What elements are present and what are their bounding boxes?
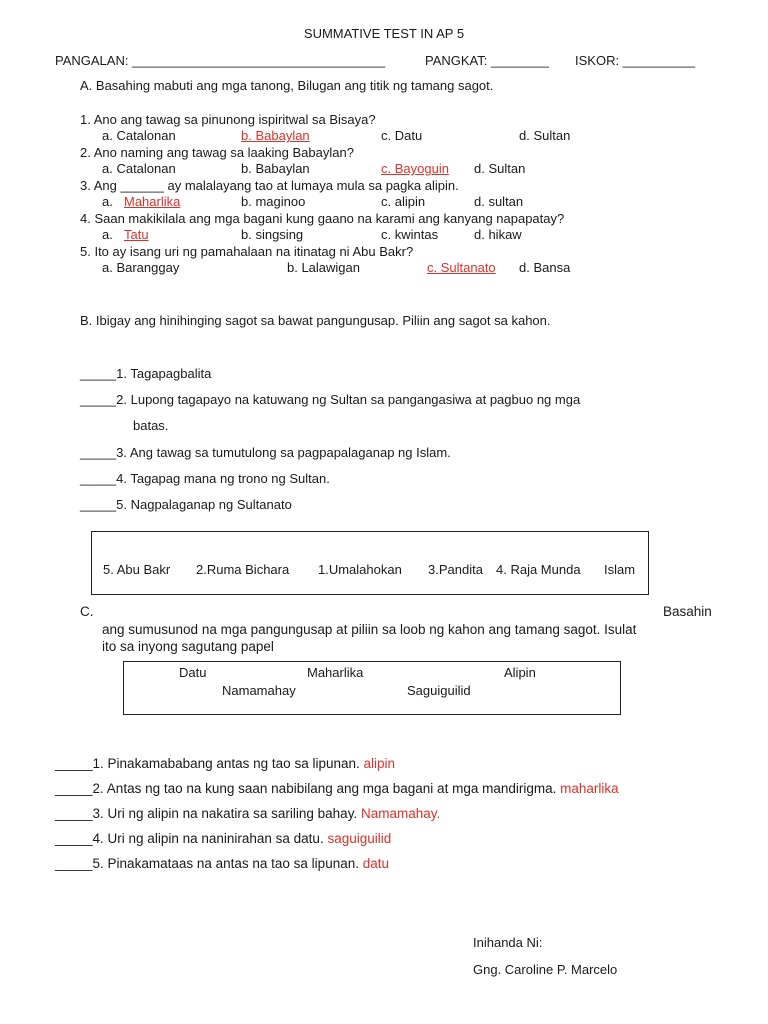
part-a-question-2: 2. Ano naming ang tawag sa laaking Babaylan?	[80, 145, 354, 160]
part-a-question-4: 4. Saan makikilala ang mga bagani kung gaano na karami ang kanyang napapatay?	[80, 211, 565, 226]
part-a-question-3: 3. Ang ______ ay malalayang tao at lumaya mula sa pagka alipin.	[80, 178, 459, 193]
choice-raja-munda: 4. Raja Munda	[496, 562, 581, 577]
q2-option-d: d. Sultan	[474, 161, 526, 176]
q1-option-a: a. Catalonan	[102, 128, 176, 143]
part-c-item-3-answer: Namamahay.	[360, 806, 441, 821]
part-c-item-4-text: _____4. Uri ng alipin na naninirahan sa datu.	[55, 831, 328, 846]
part-c-item-2-text: _____2. Antas ng tao na kung saan nabibilang ang mga bagani at mga mandirigma.	[55, 781, 561, 796]
q3-option-d: d. sultan	[474, 194, 524, 209]
q3-option-c: c. alipin	[381, 194, 426, 209]
part-c-item-3	[55, 806, 440, 822]
q1-option-c: c. Datu	[381, 128, 423, 143]
part-c-instruction-line3: ito sa inyong sagutang papel	[102, 639, 274, 654]
test-title: SUMMATIVE TEST IN AP 5	[303, 26, 465, 41]
part-c-letter: C.	[80, 604, 94, 619]
q1-option-b-answer: b. Babaylan	[241, 128, 310, 143]
part-b-item-3: _____3. Ang tawag sa tumutulong sa pagpapalaganap ng Islam.	[80, 445, 451, 460]
q4-option-b: b. singsing	[241, 227, 304, 242]
group-field-label: PANGKAT: ________	[425, 53, 549, 68]
part-c-item-3-text: _____3. Uri ng alipin na nakatira sa sariling bahay.	[55, 806, 361, 821]
part-c-item-2-answer: maharlika	[560, 781, 619, 796]
part-c-item-1-text: _____1. Pinakamababang antas ng tao sa lipunan.	[55, 756, 364, 771]
choice-pandita: 3.Pandita	[428, 562, 483, 577]
q3-option-a-answer: Maharlika	[124, 194, 181, 209]
name-field-label: PANGALAN: ___________________________________	[55, 53, 386, 68]
part-c-instruction-word: Basahin	[663, 604, 712, 619]
choice-abu-bakr: 5. Abu Bakr	[103, 562, 171, 577]
part-c-instruction-line2: ang sumusunod na mga pangungusap at piliin sa loob ng kahon ang tamang sagot. Isulat	[102, 622, 637, 637]
part-b-item-2-cont: batas.	[133, 418, 169, 433]
part-c-item-5	[55, 856, 389, 872]
part-b-item-5: _____5. Nagpalaganap ng Sultanato	[80, 497, 292, 512]
q5-option-a: a. Baranggay	[102, 260, 180, 275]
part-a-question-5: 5. Ito ay isang uri ng pamahalaan na itinatag ni Abu Bakr?	[80, 244, 414, 259]
part-c-item-4-answer: saguiguilid	[327, 831, 392, 846]
part-c-item-5-text: _____5. Pinakamataas na antas na tao sa lipunan.	[55, 856, 363, 871]
q4-option-d: d. hikaw	[474, 227, 522, 242]
word-saguiguilid: Saguiguilid	[407, 683, 471, 698]
part-b-item-2: _____2. Lupong tagapayo na katuwang ng Sultan sa pangangasiwa at pagbuo ng mga	[80, 392, 581, 407]
choice-ruma-bichara: 2.Ruma Bichara	[196, 562, 290, 577]
q3-option-b: b. maginoo	[241, 194, 306, 209]
q3-option-a: a.	[102, 194, 113, 209]
word-alipin: Alipin	[504, 665, 536, 680]
q1-option-d: d. Sultan	[519, 128, 571, 143]
part-c-item-2	[55, 781, 619, 797]
part-a-question-1: 1. Ano ang tawag sa pinunong ispiritwal sa Bisaya?	[80, 112, 376, 127]
teacher-name: Gng. Caroline P. Marcelo	[473, 962, 618, 977]
part-c-item-1-answer: alipin	[363, 756, 396, 771]
score-field-label: ISKOR: __________	[575, 53, 695, 68]
part-a-instruction: A. Basahing mabuti ang mga tanong, Bilugan ang titik ng tamang sagot.	[80, 78, 494, 93]
q2-option-b: b. Babaylan	[241, 161, 310, 176]
choice-umalahokan: 1.Umalahokan	[318, 562, 402, 577]
part-c-item-4	[55, 831, 391, 847]
q5-option-d: d. Bansa	[519, 260, 571, 275]
q4-option-a: a.	[102, 227, 113, 242]
choice-islam: Islam	[604, 562, 636, 577]
prepared-by-label: Inihanda Ni:	[473, 935, 543, 950]
part-b-instruction: B. Ibigay ang hinihinging sagot sa bawat pangungusap. Piliin ang sagot sa kahon.	[80, 313, 551, 328]
word-datu: Datu	[179, 665, 207, 680]
part-c-item-1	[55, 756, 395, 772]
word-namamahay: Namamahay	[222, 683, 296, 698]
part-b-item-1: _____1. Tagapagbalita	[80, 366, 212, 381]
part-b-item-4: _____4. Tagapag mana ng trono ng Sultan.	[80, 471, 330, 486]
q2-option-a: a. Catalonan	[102, 161, 176, 176]
q5-option-c-answer: c. Sultanato	[427, 260, 496, 275]
q2-option-c-answer: c. Bayoguin	[381, 161, 449, 176]
q4-option-a-answer: Tatu	[124, 227, 149, 242]
q5-option-b: b. Lalawigan	[287, 260, 360, 275]
part-c-item-5-answer: datu	[362, 856, 390, 871]
q4-option-c: c. kwintas	[381, 227, 439, 242]
word-maharlika: Maharlika	[307, 665, 364, 680]
